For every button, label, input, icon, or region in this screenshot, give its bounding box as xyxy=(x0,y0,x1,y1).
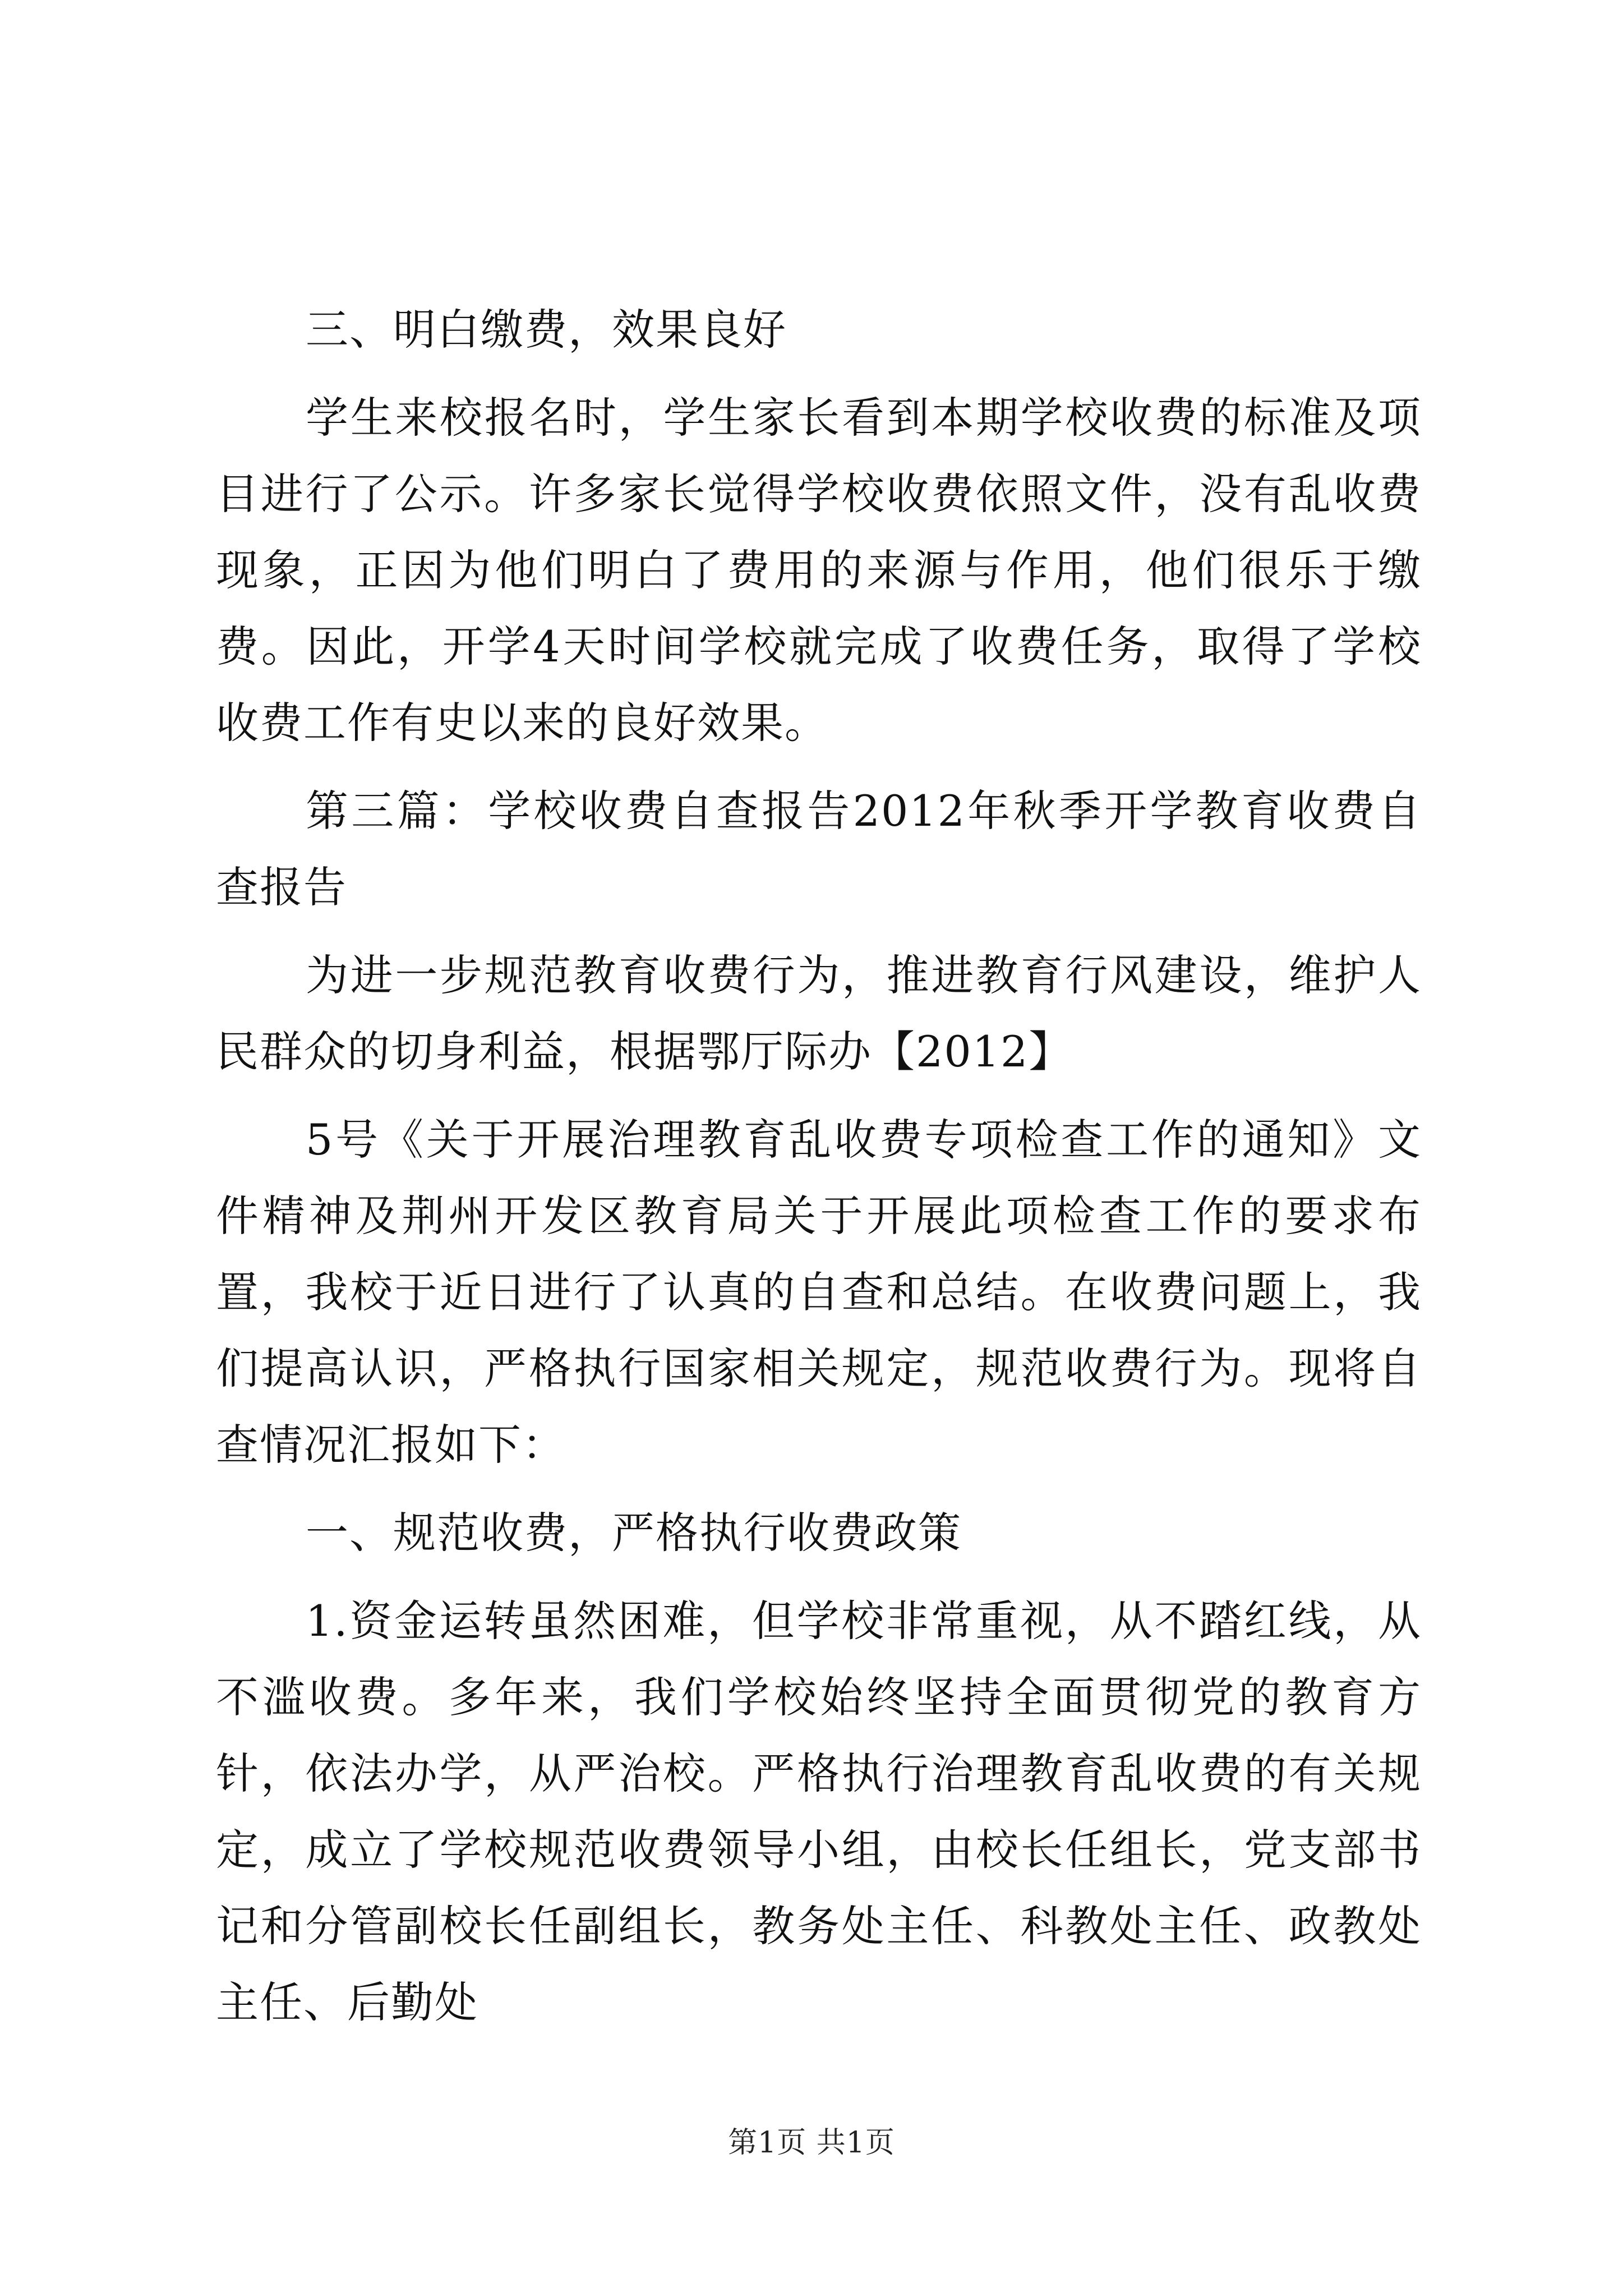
chapter-title: 第三篇：学校收费自查报告2012年秋季开学教育收费自查报告 xyxy=(216,786,1422,912)
paragraph-intro: 为进一步规范教育收费行为，推进教育行风建设，维护人民群众的切身利益，根据鄂厅际办【2012】 xyxy=(216,950,1422,1076)
document-body xyxy=(216,292,1422,2053)
page-footer: 第1页 共1页 xyxy=(728,2126,895,2160)
section-heading-standardize: 一、规范收费，严格执行收费政策 xyxy=(306,1508,962,1558)
paragraph-item-1: 1.资金运转虽然困难，但学校非常重视，从不踏红线，从不滥收费。多年来，我们学校始终坚持全面贯彻党的教育方针，依法办学，从严治校。严格执行治理教育乱收费的有关规定，成立了学校规范收费领导小组，由校长任组长，党支部书记和分管副校长任副组长，教务处主任、科教处主任、政教处主任、后勤处 xyxy=(216,1596,1422,2027)
section-heading-payment: 三、明白缴费，效果良好 xyxy=(306,305,787,355)
paragraph-notice: 5号《关于开展治理教育乱收费专项检查工作的通知》文件精神及荆州开发区教育局关于开展此项检查工作的要求布置，我校于近日进行了认真的自查和总结。在收费问题上，我们提高认识，严格执行国家相关规定，规范收费行为。现将自查情况汇报如下： xyxy=(216,1115,1422,1470)
paragraph-payment-result: 学生来校报名时，学生家长看到本期学校收费的标准及项目进行了公示。许多家长觉得学校收费依照文件，没有乱收费现象，正因为他们明白了费用的来源与作用，他们很乐于缴费。因此，开学4天时间学校就完成了收费任务，取得了学校收费工作有史以来的良好效果。 xyxy=(216,393,1422,748)
